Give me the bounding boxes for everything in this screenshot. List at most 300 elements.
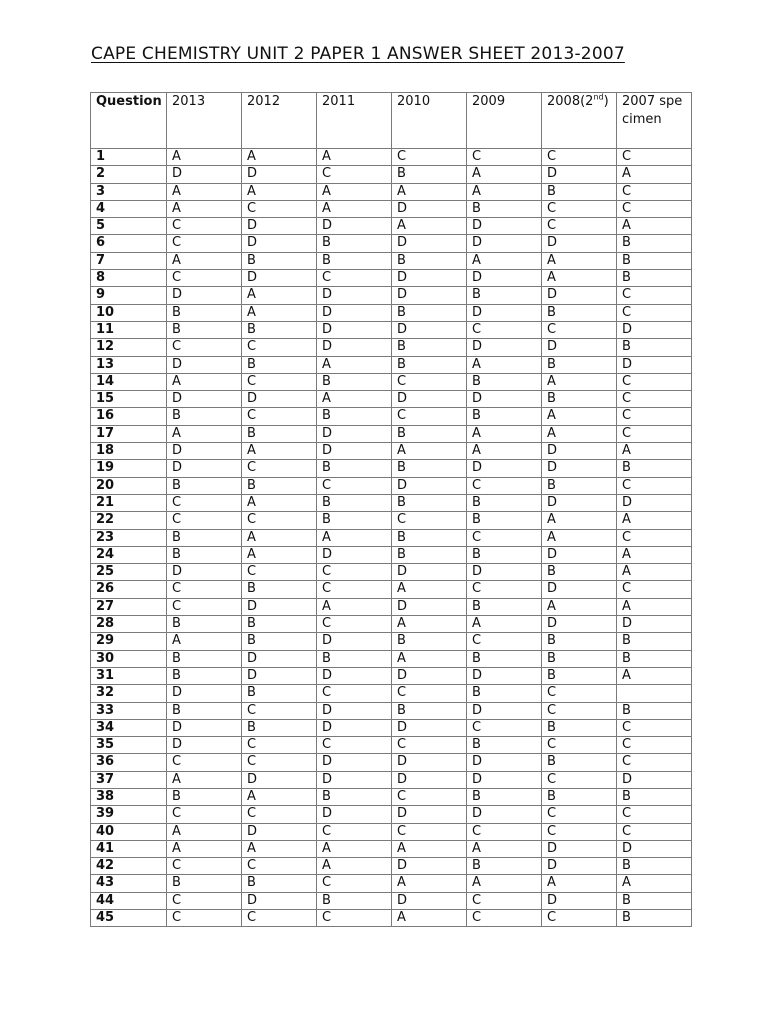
answer-2009: B	[467, 685, 542, 702]
question-number: 3	[91, 183, 167, 200]
answer-2010: C	[392, 823, 467, 840]
header-2008-label: 2008(2	[547, 94, 594, 109]
answer-2007: B	[617, 460, 692, 477]
answer-2012: B	[242, 616, 317, 633]
answer-2011: C	[317, 875, 392, 892]
answer-2007: C	[617, 304, 692, 321]
answer-2009: B	[467, 788, 542, 805]
answer-2008: B	[542, 667, 617, 684]
answer-2009: A	[467, 166, 542, 183]
question-number: 9	[91, 287, 167, 304]
answer-2008: B	[542, 754, 617, 771]
answer-2012: A	[242, 546, 317, 563]
question-number: 34	[91, 719, 167, 736]
answer-2012: C	[242, 910, 317, 927]
question-number: 4	[91, 200, 167, 217]
answer-2013: C	[167, 754, 242, 771]
answer-2013: D	[167, 443, 242, 460]
answer-2008: A	[542, 408, 617, 425]
answer-2013: A	[167, 149, 242, 166]
table-row	[91, 564, 692, 581]
answer-2011: D	[317, 218, 392, 235]
answer-2007	[617, 685, 692, 702]
answer-2007: D	[617, 840, 692, 857]
answer-2011: B	[317, 650, 392, 667]
table-row	[91, 183, 692, 200]
answer-2007: B	[617, 235, 692, 252]
answer-2008: A	[542, 373, 617, 390]
answer-2012: A	[242, 183, 317, 200]
question-number: 45	[91, 910, 167, 927]
answer-2008: C	[542, 321, 617, 338]
answer-2009: B	[467, 598, 542, 615]
answer-2011: D	[317, 754, 392, 771]
answer-2009: D	[467, 304, 542, 321]
answer-2007: D	[617, 321, 692, 338]
answer-2008: C	[542, 910, 617, 927]
header-year-2007: 2007 specimen	[617, 93, 692, 149]
answer-2010: D	[392, 321, 467, 338]
table-row	[91, 806, 692, 823]
table-row	[91, 616, 692, 633]
table-row	[91, 443, 692, 460]
answer-2012: D	[242, 166, 317, 183]
answer-2010: B	[392, 494, 467, 511]
answer-2011: B	[317, 252, 392, 269]
answer-2011: D	[317, 667, 392, 684]
question-number: 40	[91, 823, 167, 840]
answer-2010: B	[392, 252, 467, 269]
table-row	[91, 339, 692, 356]
answer-2010: D	[392, 806, 467, 823]
answer-2011: B	[317, 373, 392, 390]
answer-2013: A	[167, 425, 242, 442]
answer-2012: B	[242, 477, 317, 494]
question-number: 11	[91, 321, 167, 338]
answer-2008: C	[542, 200, 617, 217]
answer-2012: A	[242, 149, 317, 166]
answer-2012: C	[242, 737, 317, 754]
answer-2008: C	[542, 685, 617, 702]
answer-2011: C	[317, 685, 392, 702]
answer-2010: D	[392, 287, 467, 304]
header-year-2009: 2009	[467, 93, 542, 149]
answer-2007: C	[617, 581, 692, 598]
header-year-2013: 2013	[167, 93, 242, 149]
answer-2009: C	[467, 581, 542, 598]
answer-2011: D	[317, 546, 392, 563]
answer-2007: C	[617, 149, 692, 166]
answer-2012: B	[242, 425, 317, 442]
answer-2012: D	[242, 391, 317, 408]
answer-2012: A	[242, 287, 317, 304]
answer-2010: D	[392, 598, 467, 615]
table-row	[91, 598, 692, 615]
answer-2013: B	[167, 702, 242, 719]
answer-2011: A	[317, 356, 392, 373]
answer-2011: D	[317, 339, 392, 356]
table-row	[91, 823, 692, 840]
answer-2013: B	[167, 616, 242, 633]
answer-2011: A	[317, 183, 392, 200]
answer-2007: A	[617, 598, 692, 615]
answer-2009: D	[467, 235, 542, 252]
answer-2009: D	[467, 564, 542, 581]
answer-2011: D	[317, 702, 392, 719]
table-row	[91, 166, 692, 183]
answer-2010: D	[392, 391, 467, 408]
answer-2011: D	[317, 771, 392, 788]
question-number: 10	[91, 304, 167, 321]
answer-2013: A	[167, 633, 242, 650]
answer-2007: A	[617, 218, 692, 235]
table-row	[91, 892, 692, 909]
answer-2009: C	[467, 719, 542, 736]
table-row	[91, 529, 692, 546]
answer-2011: C	[317, 616, 392, 633]
answer-2010: C	[392, 512, 467, 529]
answer-2012: A	[242, 304, 317, 321]
table-row	[91, 356, 692, 373]
answer-2008: D	[542, 494, 617, 511]
answer-2013: B	[167, 529, 242, 546]
answer-2009: A	[467, 252, 542, 269]
answer-2010: A	[392, 581, 467, 598]
answer-2007: A	[617, 166, 692, 183]
answer-2008: D	[542, 166, 617, 183]
answer-2008: B	[542, 304, 617, 321]
answer-2010: D	[392, 200, 467, 217]
answer-2013: A	[167, 771, 242, 788]
answer-2009: A	[467, 840, 542, 857]
answer-2007: D	[617, 771, 692, 788]
answer-2011: C	[317, 270, 392, 287]
answer-2010: A	[392, 910, 467, 927]
answer-2010: A	[392, 875, 467, 892]
question-number: 1	[91, 149, 167, 166]
answer-2012: C	[242, 806, 317, 823]
answer-2012: C	[242, 408, 317, 425]
table-row	[91, 875, 692, 892]
answer-2009: B	[467, 858, 542, 875]
answer-2008: D	[542, 235, 617, 252]
answer-2012: D	[242, 598, 317, 615]
answer-2008: B	[542, 719, 617, 736]
answer-2011: C	[317, 477, 392, 494]
answer-2008: C	[542, 771, 617, 788]
answer-2007: D	[617, 356, 692, 373]
answer-2013: B	[167, 321, 242, 338]
answer-2011: A	[317, 858, 392, 875]
answer-2012: C	[242, 564, 317, 581]
answer-2009: D	[467, 771, 542, 788]
answer-2009: C	[467, 892, 542, 909]
answer-2008: A	[542, 425, 617, 442]
answer-2008: D	[542, 546, 617, 563]
answer-2008: C	[542, 149, 617, 166]
answer-2012: B	[242, 875, 317, 892]
answer-2010: B	[392, 633, 467, 650]
table-row	[91, 235, 692, 252]
answer-2010: C	[392, 149, 467, 166]
answer-2008: B	[542, 650, 617, 667]
answer-2007: B	[617, 858, 692, 875]
answer-2013: D	[167, 391, 242, 408]
answer-2010: D	[392, 754, 467, 771]
answer-2010: B	[392, 425, 467, 442]
answer-2010: C	[392, 788, 467, 805]
question-number: 26	[91, 581, 167, 598]
answer-2010: A	[392, 443, 467, 460]
answer-2007: C	[617, 806, 692, 823]
answer-2008: A	[542, 598, 617, 615]
answer-2013: C	[167, 494, 242, 511]
question-number: 6	[91, 235, 167, 252]
answer-2008: B	[542, 356, 617, 373]
answer-2009: C	[467, 910, 542, 927]
answer-2007: B	[617, 910, 692, 927]
answer-2010: C	[392, 685, 467, 702]
answer-2009: A	[467, 875, 542, 892]
answer-2009: B	[467, 512, 542, 529]
answer-2009: A	[467, 443, 542, 460]
answer-2011: B	[317, 512, 392, 529]
answer-2012: C	[242, 200, 317, 217]
header-2008-superscript: nd	[593, 92, 604, 102]
table-row	[91, 650, 692, 667]
answer-2010: D	[392, 270, 467, 287]
answer-2011: A	[317, 200, 392, 217]
table-row	[91, 494, 692, 511]
answer-2011: A	[317, 598, 392, 615]
answer-2013: A	[167, 252, 242, 269]
answer-2011: C	[317, 910, 392, 927]
answer-2012: D	[242, 270, 317, 287]
answer-2008: B	[542, 633, 617, 650]
header-year-2012: 2012	[242, 93, 317, 149]
answer-2013: B	[167, 546, 242, 563]
answer-2013: B	[167, 650, 242, 667]
table-row	[91, 910, 692, 927]
answer-2009: A	[467, 356, 542, 373]
answer-2013: D	[167, 460, 242, 477]
answer-2007: C	[617, 408, 692, 425]
answer-2011: C	[317, 564, 392, 581]
answer-2012: D	[242, 218, 317, 235]
answer-2011: B	[317, 235, 392, 252]
answer-2013: C	[167, 910, 242, 927]
table-row	[91, 788, 692, 805]
answer-2012: B	[242, 685, 317, 702]
answer-2010: B	[392, 304, 467, 321]
table-row	[91, 200, 692, 217]
answer-2012: B	[242, 321, 317, 338]
answer-2009: D	[467, 339, 542, 356]
answer-2013: C	[167, 339, 242, 356]
answer-2009: B	[467, 494, 542, 511]
table-row	[91, 858, 692, 875]
table-row	[91, 373, 692, 390]
answer-2008: A	[542, 529, 617, 546]
answer-2012: C	[242, 460, 317, 477]
answer-table	[90, 92, 692, 927]
question-number: 25	[91, 564, 167, 581]
answer-2010: A	[392, 183, 467, 200]
answer-2009: C	[467, 321, 542, 338]
question-number: 2	[91, 166, 167, 183]
answer-2013: B	[167, 788, 242, 805]
answer-2009: B	[467, 408, 542, 425]
answer-2013: C	[167, 581, 242, 598]
answer-2011: C	[317, 166, 392, 183]
answer-2011: D	[317, 443, 392, 460]
question-number: 37	[91, 771, 167, 788]
question-number: 15	[91, 391, 167, 408]
table-row	[91, 149, 692, 166]
question-number: 43	[91, 875, 167, 892]
answer-2009: B	[467, 287, 542, 304]
answer-2012: C	[242, 373, 317, 390]
question-number: 27	[91, 598, 167, 615]
answer-2007: C	[617, 477, 692, 494]
question-number: 42	[91, 858, 167, 875]
answer-2007: C	[617, 719, 692, 736]
answer-2009: B	[467, 200, 542, 217]
answer-2010: C	[392, 373, 467, 390]
answer-2013: D	[167, 685, 242, 702]
question-number: 32	[91, 685, 167, 702]
answer-2009: C	[467, 477, 542, 494]
answer-2008: C	[542, 702, 617, 719]
answer-2012: B	[242, 719, 317, 736]
answer-2008: D	[542, 616, 617, 633]
answer-2013: C	[167, 892, 242, 909]
answer-2007: B	[617, 252, 692, 269]
answer-2007: D	[617, 616, 692, 633]
answer-2007: C	[617, 754, 692, 771]
answer-2013: C	[167, 218, 242, 235]
question-number: 23	[91, 529, 167, 546]
answer-2008: D	[542, 339, 617, 356]
table-row	[91, 771, 692, 788]
answer-2011: B	[317, 892, 392, 909]
table-row	[91, 685, 692, 702]
question-number: 28	[91, 616, 167, 633]
answer-2008: A	[542, 270, 617, 287]
answer-2011: B	[317, 788, 392, 805]
table-row	[91, 287, 692, 304]
question-number: 17	[91, 425, 167, 442]
answer-2012: D	[242, 823, 317, 840]
answer-2008: B	[542, 391, 617, 408]
answer-2011: D	[317, 719, 392, 736]
answer-2011: D	[317, 304, 392, 321]
header-row	[91, 93, 692, 149]
answer-2013: A	[167, 823, 242, 840]
answer-2011: A	[317, 840, 392, 857]
answer-2009: B	[467, 737, 542, 754]
table-row	[91, 304, 692, 321]
header-question: Question	[91, 93, 167, 149]
answer-2009: A	[467, 425, 542, 442]
answer-2012: C	[242, 339, 317, 356]
answer-2009: D	[467, 754, 542, 771]
question-number: 21	[91, 494, 167, 511]
question-number: 14	[91, 373, 167, 390]
question-number: 18	[91, 443, 167, 460]
answer-2012: B	[242, 633, 317, 650]
answer-2011: A	[317, 529, 392, 546]
table-row	[91, 460, 692, 477]
answer-2013: D	[167, 719, 242, 736]
answer-2011: D	[317, 287, 392, 304]
answer-2011: C	[317, 737, 392, 754]
answer-2009: D	[467, 806, 542, 823]
table-row	[91, 633, 692, 650]
answer-2010: D	[392, 719, 467, 736]
answer-2011: A	[317, 391, 392, 408]
answer-2007: B	[617, 702, 692, 719]
answer-2007: C	[617, 425, 692, 442]
answer-2010: A	[392, 650, 467, 667]
question-number: 36	[91, 754, 167, 771]
question-number: 13	[91, 356, 167, 373]
question-number: 41	[91, 840, 167, 857]
answer-2008: D	[542, 460, 617, 477]
question-number: 12	[91, 339, 167, 356]
question-number: 29	[91, 633, 167, 650]
table-row	[91, 321, 692, 338]
answer-2010: A	[392, 218, 467, 235]
answer-2013: A	[167, 373, 242, 390]
answer-2013: C	[167, 806, 242, 823]
answer-2010: B	[392, 166, 467, 183]
answer-2011: D	[317, 321, 392, 338]
answer-2012: A	[242, 494, 317, 511]
table-row	[91, 252, 692, 269]
answer-2008: A	[542, 875, 617, 892]
answer-2013: A	[167, 183, 242, 200]
answer-rows	[91, 149, 692, 927]
answer-2012: D	[242, 892, 317, 909]
table-row	[91, 546, 692, 563]
answer-2008: A	[542, 252, 617, 269]
answer-2008: D	[542, 581, 617, 598]
answer-2013: B	[167, 477, 242, 494]
answer-2010: A	[392, 616, 467, 633]
answer-2007: B	[617, 633, 692, 650]
table-row	[91, 667, 692, 684]
question-number: 38	[91, 788, 167, 805]
table-row	[91, 702, 692, 719]
answer-2013: A	[167, 200, 242, 217]
table-row	[91, 477, 692, 494]
answer-2007: A	[617, 443, 692, 460]
answer-2013: D	[167, 166, 242, 183]
answer-2010: D	[392, 667, 467, 684]
table-row	[91, 408, 692, 425]
answer-2008: D	[542, 858, 617, 875]
table-row	[91, 425, 692, 442]
answer-2007: A	[617, 512, 692, 529]
answer-2013: B	[167, 667, 242, 684]
answer-2008: C	[542, 737, 617, 754]
answer-2008: B	[542, 788, 617, 805]
answer-2012: C	[242, 512, 317, 529]
table-row	[91, 754, 692, 771]
answer-2010: B	[392, 546, 467, 563]
answer-2009: D	[467, 667, 542, 684]
